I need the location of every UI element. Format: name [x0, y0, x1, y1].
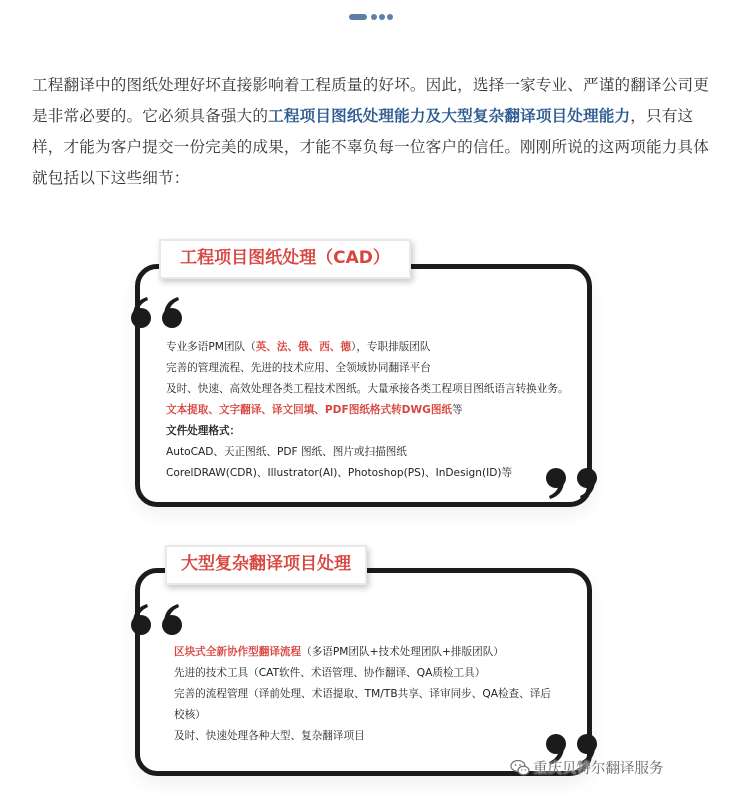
cad-team-text: 专业多语PM团队（	[166, 341, 256, 353]
large-project-card-title: 大型复杂翻译项目处理	[165, 545, 367, 585]
divider-dot	[387, 14, 393, 20]
wechat-watermark	[510, 757, 664, 777]
intro-paragraph	[32, 70, 712, 194]
cad-card-content	[166, 337, 569, 484]
cad-services-line	[166, 400, 566, 421]
large-process-line: 完善的流程管理（译前处理、术语提取、TM/TB共享、译审同步、QA检查、译后校核）	[174, 688, 551, 721]
cad-team-suffix: ），专职排版团队	[351, 341, 431, 353]
cad-formats-line: CorelDRAW(CDR)、Illustrator(AI)、Photoshop(PS)、InDesign(ID)等	[166, 467, 513, 479]
divider-dot	[371, 14, 377, 20]
cad-process-line: 完善的管理流程、先进的技术应用、全领域协同翻译平台	[166, 362, 431, 374]
divider-pill	[349, 14, 367, 20]
large-speed-line: 及时、快速处理各种大型、复杂翻译项目	[174, 730, 365, 742]
watermark-text: 重庆贝特尔翻译服务	[533, 761, 664, 777]
wechat-icon	[510, 759, 530, 777]
intro-highlight: 工程项目图纸处理能力及大型复杂翻译项目处理能力	[268, 107, 631, 125]
intro-text-end: ，只有这样，才能为客户提交一份完美的成果，才能不辜负每一位客户的信任。刚刚所说的这两项能力具体就包括以下这些细节：	[32, 107, 709, 187]
cad-card-title: 工程项目图纸处理（CAD）	[159, 239, 411, 279]
cad-languages: 英、法、俄、西、德	[255, 341, 352, 353]
cad-speed-line: 及时、快速、高效处理各类工程技术图纸。大量承接各类工程项目图纸语言转换业务。	[166, 383, 569, 395]
large-workflow-highlight: 区块式全新协作型翻译流程	[174, 646, 302, 658]
cad-formats-line: AutoCAD、天正图纸、PDF 图纸、图片或扫描图纸	[166, 446, 407, 458]
large-workflow-line	[174, 642, 554, 663]
open-quote-icon	[128, 296, 190, 330]
cad-team-line	[166, 337, 566, 358]
divider-dot	[379, 14, 385, 20]
cad-services-highlight: 文本提取、文字翻译、译文回填、PDF图纸格式转DWG图纸	[166, 404, 453, 416]
cad-services-suffix: 等	[452, 404, 463, 416]
cad-formats-heading: 文件处理格式：	[166, 425, 241, 437]
large-workflow-suffix: （多语PM团队+技术处理团队+排版团队）	[301, 646, 504, 658]
large-project-card-content	[174, 642, 554, 747]
large-tools-line: 先进的技术工具（CAT软件、术语管理、协作翻译、QA质检工具）	[174, 667, 486, 679]
open-quote-icon	[128, 603, 190, 637]
intro-text-start: 工程翻译中的图纸处理好坏直接影响着工程质量的好坏。因此，选择一家专业、严谨的翻译公司更是非常必要的。它必须具备强大的	[32, 76, 709, 125]
